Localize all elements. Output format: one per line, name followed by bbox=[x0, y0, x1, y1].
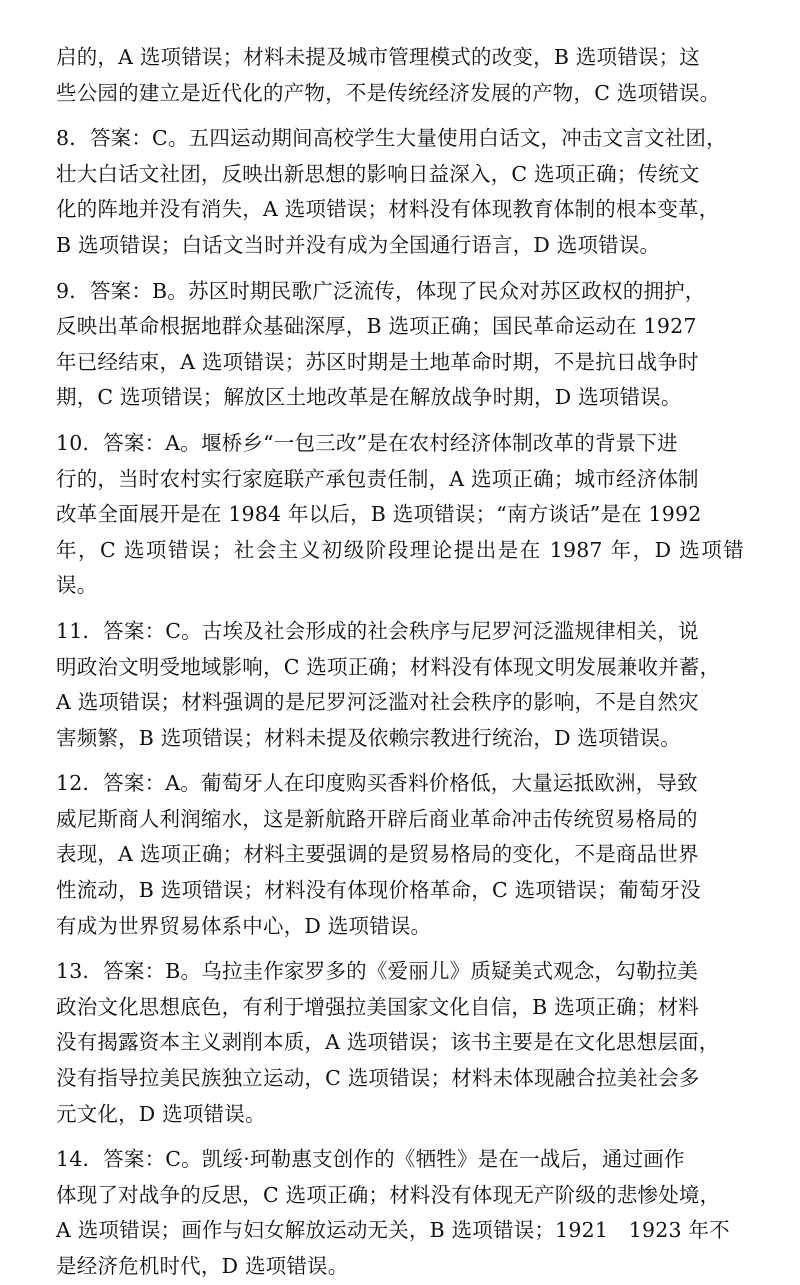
text-line: 明政治文明受地域影响，C 选项正确；材料没有体现文明发展兼收并蓄， bbox=[56, 654, 721, 679]
text-line: 是经济危机时代，D 选项错误。 bbox=[56, 1254, 349, 1278]
text-line: 改革全面展开是在 1984 年以后，B 选项错误；“南方谈话”是在 1992 bbox=[56, 502, 702, 527]
text-line: 9．答案：B。苏区时期民歌广泛流传，体现了民众对苏区政权的拥护， bbox=[56, 278, 706, 303]
text-line: 期，C 选项错误；解放区土地改革是在解放战争时期，D 选项错误。 bbox=[56, 385, 682, 410]
text-line: 13．答案：B。乌拉圭作家罗多的《爱丽儿》质疑美式观念，勾勒拉美 bbox=[56, 959, 699, 984]
text-line: 有成为世界贸易体系中心，D 选项错误。 bbox=[56, 913, 432, 938]
text-line: 没有指导拉美民族独立运动，C 选项错误；材料未体现融合拉美社会多 bbox=[56, 1066, 700, 1091]
text-line: 年已经结束，A 选项错误；苏区时期是土地革命时期，不是抗日战争时 bbox=[56, 349, 699, 374]
answer-12 bbox=[56, 766, 744, 944]
answer-14 bbox=[56, 1142, 744, 1284]
text-line: 政治文化思想底色，有利于增强拉美国家文化自信，B 选项正确；材料 bbox=[56, 994, 699, 1019]
text-line: 化的阵地并没有消失，A 选项错误；材料没有体现教育体制的根本变革， bbox=[56, 197, 720, 222]
text-line: 威尼斯商人利润缩水，这是新航路开辟后商业革命冲击传统贸易格局的 bbox=[56, 806, 698, 831]
text-line: 表现，A 选项正确；材料主要强调的是贸易格局的变化，不是商品世界 bbox=[56, 842, 699, 867]
text-line: A 选项错误；画作与妇女解放运动无关，B 选项错误；1921 1923 年不 bbox=[56, 1218, 730, 1243]
text-line: 害频繁，B 选项错误；材料未提及依赖宗教进行统治，D 选项错误。 bbox=[56, 725, 681, 750]
text-line: 些公园的建立是近代化的产物，不是传统经济发展的产物，C 选项错误。 bbox=[56, 80, 721, 105]
answer-10 bbox=[56, 426, 744, 604]
text-line: 没有揭露资本主义剥削本质，A 选项错误；该书主要是在文化思想层面， bbox=[56, 1030, 720, 1055]
text-line: 11．答案：C。古埃及社会形成的社会秩序与尼罗河泛滥规律相关，说 bbox=[56, 618, 699, 643]
answer-11 bbox=[56, 614, 744, 756]
paragraph-continuation bbox=[56, 40, 744, 111]
answer-9 bbox=[56, 274, 744, 416]
answer-8 bbox=[56, 121, 744, 263]
text-line: 反映出革命根据地群众基础深厚，B 选项正确；国民革命运动在 1927 bbox=[56, 314, 697, 339]
text-line: 8．答案：C。五四运动期间高校学生大量使用白话文，冲击文言文社团， bbox=[56, 126, 727, 151]
text-line: 性流动，B 选项错误；材料没有体现价格革命，C 选项错误；葡萄牙没 bbox=[56, 878, 701, 903]
text-line: 体现了对战争的反思，C 选项正确；材料没有体现无产阶级的悲惨处境， bbox=[56, 1182, 721, 1207]
text-line: 壮大白话文社团，反映出新思想的影响日益深入，C 选项正确；传统文 bbox=[56, 161, 700, 186]
text-line: 14．答案：C。凯绥·珂勒惠支创作的《牺牲》是在一战后，通过画作 bbox=[56, 1147, 685, 1172]
text-line: 元文化，D 选项错误。 bbox=[56, 1101, 266, 1126]
text-line: 12．答案：A。葡萄牙人在印度购买香料价格低，大量运抵欧洲，导致 bbox=[56, 771, 698, 796]
text-line: B 选项错误；白话文当时并没有成为全国通行语言，D 选项错误。 bbox=[56, 232, 661, 257]
answer-13 bbox=[56, 954, 744, 1132]
text-line: 10．答案：A。堰桥乡“一包三改”是在农村经济体制改革的背景下进 bbox=[56, 430, 678, 455]
text-line: 行的，当时农村实行家庭联产承包责任制，A 选项正确；城市经济体制 bbox=[56, 466, 699, 491]
text-line: A 选项错误；材料强调的是尼罗河泛滥对社会秩序的影响，不是自然灾 bbox=[56, 690, 699, 715]
text-line: 年，C 选项错误；社会主义初级阶段理论提出是在 1987 年，D 选项错误。 bbox=[56, 537, 744, 598]
text-line: 启的，A 选项错误；材料未提及城市管理模式的改变，B 选项错误；这 bbox=[56, 45, 700, 69]
